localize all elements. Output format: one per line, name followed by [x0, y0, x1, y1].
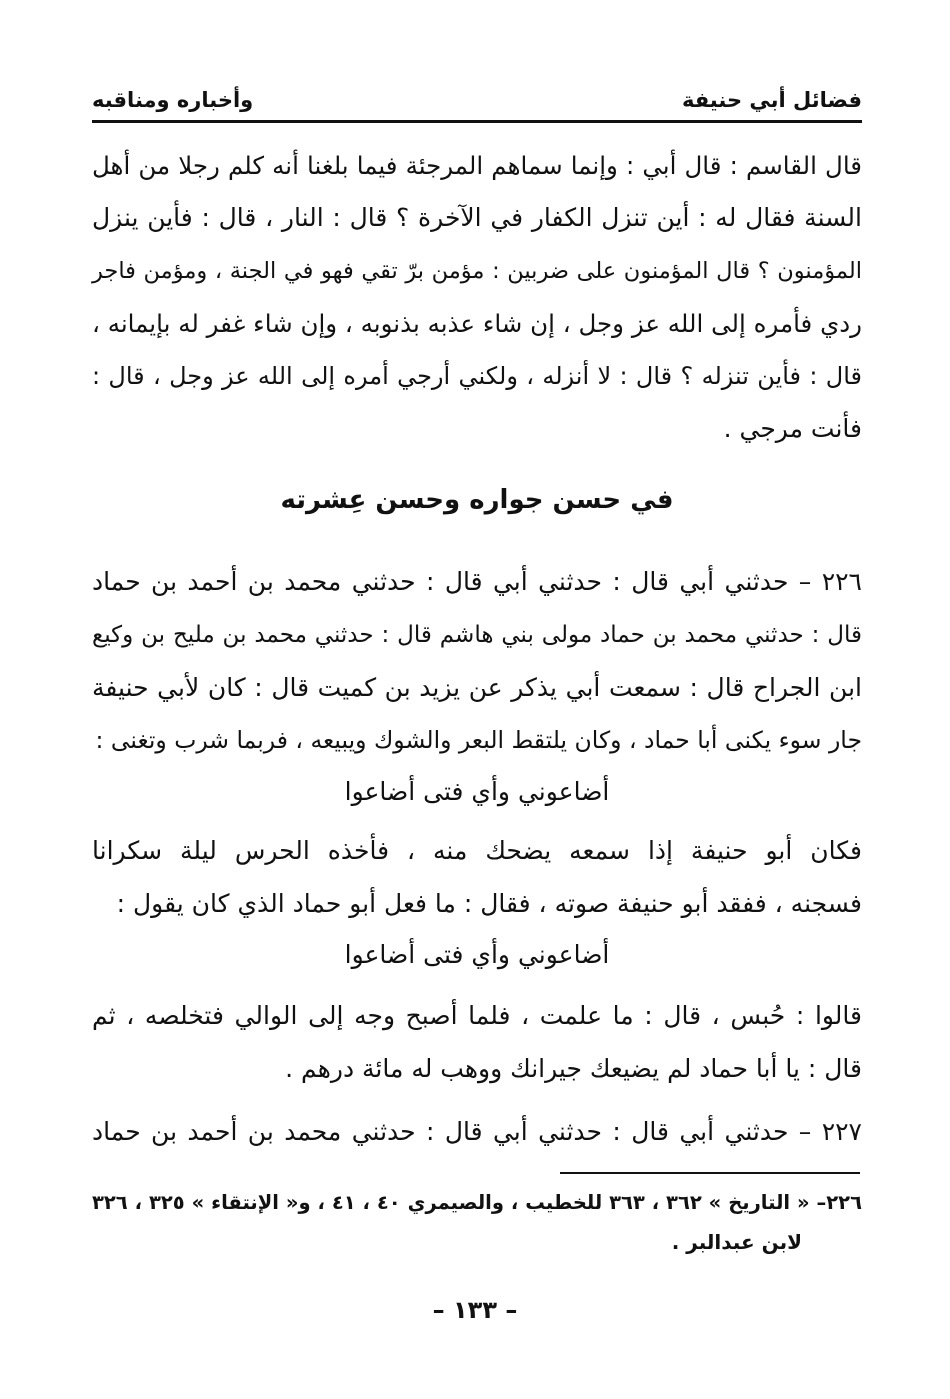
poetry-verse: أضاعوني وأي فتى أضاعوا: [344, 940, 610, 969]
footnote-text: ٢٢٦– « التاريخ » ٣٦٢ ، ٣٦٣ للخطيب ، والصيمري ٤٠ ، ٤١ ، و« الإنتقاء » ٣٢٥ ، ٣٢٦: [92, 1191, 862, 1214]
text-line: جار سوء يكنى أبا حماد ، وكان يلتقط البعر والشوك ويبيعه ، فربما شرب وتغنى :: [95, 726, 862, 754]
text-line: قال القاسم : قال أبي : وإنما سماهم المرجئة فيما بلغنا أنه كلم رجلا من أهل: [92, 151, 862, 180]
header-book-title: فضائل أبي حنيفة: [681, 88, 862, 112]
header-divider: [92, 120, 862, 123]
footnote-text: لابن عبدالبر .: [671, 1230, 802, 1254]
text-line: قال : يا أبا حماد لم يضيعك جيرانك ووهب له مائة درهم .: [285, 1054, 862, 1083]
text-line: فكان أبو حنيفة إذا سمعه يضحك منه ، فأخذه الحرس ليلة سكرانا: [92, 836, 862, 865]
running-header: [92, 84, 862, 118]
text-line: ٢٢٧ – حدثني أبي قال : حدثني أبي قال : حدثني محمد بن أحمد بن حماد: [92, 1117, 862, 1146]
section-heading: في حسن جواره وحسن عِشرته: [280, 485, 674, 515]
text-line: ٢٢٦ – حدثني أبي قال : حدثني أبي قال : حدثني محمد بن أحمد بن حماد: [92, 567, 862, 596]
poetry-verse: أضاعوني وأي فتى أضاعوا: [344, 777, 610, 806]
text-line: المؤمنون ؟ قال المؤمنون على ضربين : مؤمن برّ تقي فهو في الجنة ، ومؤمن فاجر: [92, 258, 862, 284]
page-number: – ١٣٣ –: [432, 1296, 518, 1324]
text-line: السنة فقال له : أين تنزل الكفار في الآخرة ؟ قال : النار ، قال : فأين ينزل: [92, 203, 862, 232]
footnote-divider: [560, 1172, 860, 1174]
text-line: قال : فأين تنزله ؟ قال : لا أنزله ، ولكني أرجي أمره إلى الله عز وجل ، قال :: [92, 362, 862, 390]
header-section-title: وأخباره ومناقبه: [92, 88, 254, 112]
text-line: ابن الجراح قال : سمعت أبي يذكر عن يزيد بن كميت قال : كان لأبي حنيفة: [92, 673, 862, 702]
text-line: قال : حدثني محمد بن حماد مولى بني هاشم قال : حدثني محمد بن مليح بن وكيع: [92, 622, 862, 648]
text-line: قالوا : حُبس ، قال : ما علمت ، فلما أصبح وجه إلى الوالي فتخلصه ، ثم: [92, 1001, 862, 1030]
text-line: ردي فأمره إلى الله عز وجل ، إن شاء عذبه بذنوبه ، وإن شاء غفر له بإيمانه ،: [92, 309, 862, 338]
text-line: فأنت مرجي .: [723, 414, 862, 443]
text-line: فسجنه ، ففقد أبو حنيفة صوته ، فقال : ما فعل أبو حماد الذي كان يقول :: [116, 889, 862, 918]
